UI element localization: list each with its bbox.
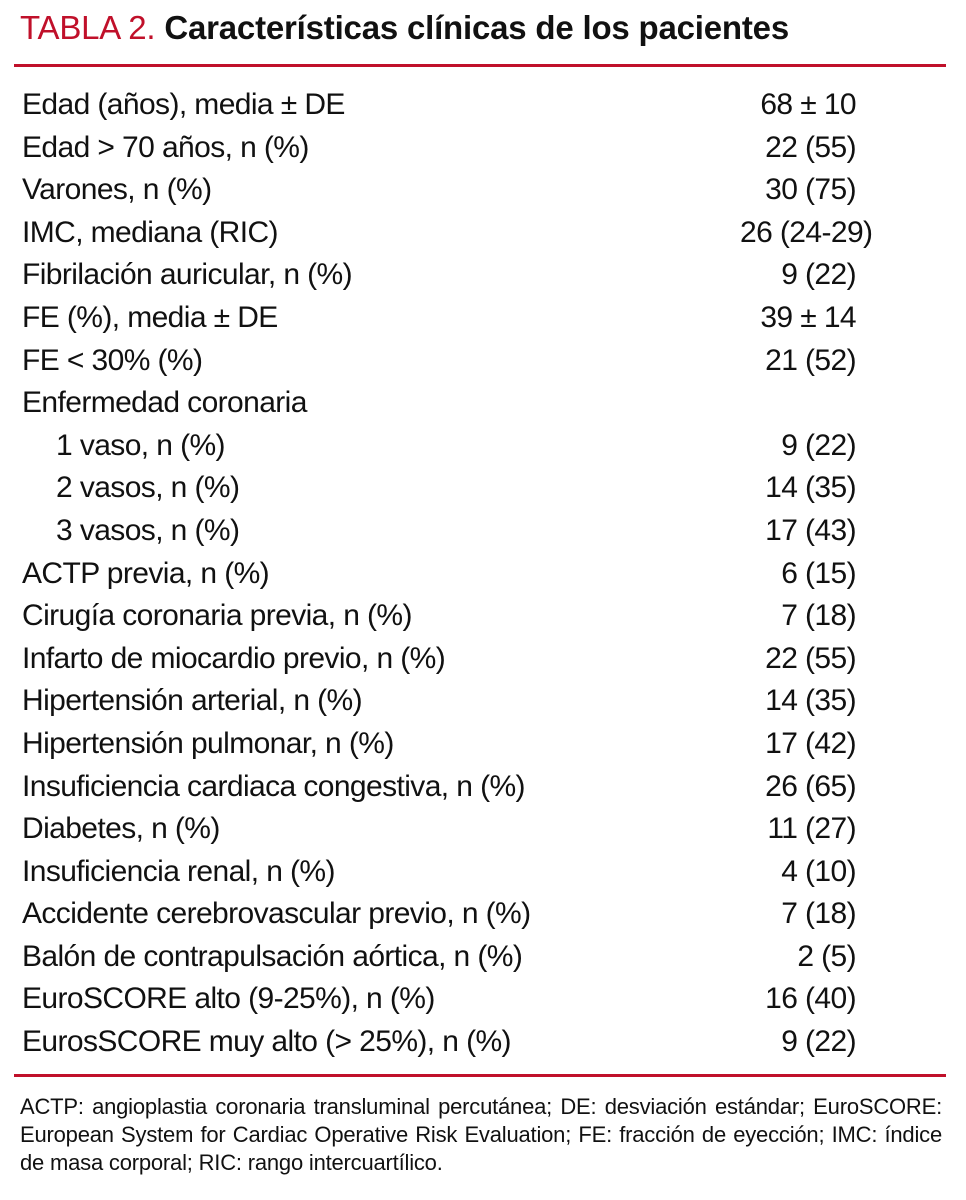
table-caption: Características clínicas de los pacientes [164,9,789,46]
table-row [20,638,946,681]
row-label: FE < 30% (%) [22,343,203,377]
table-row [20,553,946,596]
row-label: Insuficiencia cardiaca congestiva, n (%) [22,769,525,803]
row-value: 9 (22) [781,1025,856,1059]
row-value: 14 (35) [765,471,856,505]
row-label: Hipertensión pulmonar, n (%) [22,726,394,760]
row-value: 17 (42) [765,726,856,760]
row-value: 9 (22) [781,258,856,292]
table-number: TABLA 2. [20,9,156,46]
row-label: Hipertensión arterial, n (%) [22,684,363,718]
row-label: Fibrilación auricular, n (%) [22,258,352,292]
row-value: 7 (18) [781,897,856,931]
row-value: 17 (43) [765,513,856,547]
row-label: Balón de contrapulsación aórtica, n (%) [22,939,523,973]
table-row [20,467,946,510]
table-row [20,297,946,340]
table-row [20,212,946,255]
row-label: Edad > 70 años, n (%) [22,130,309,164]
row-label: Diabetes, n (%) [22,812,220,846]
table-row [20,893,946,936]
row-label: IMC, mediana (RIC) [22,215,278,249]
table-row [20,84,946,127]
row-label: Infarto de miocardio previo, n (%) [22,641,446,675]
row-label: Insuficiencia renal, n (%) [22,854,335,888]
table-row [20,510,946,553]
row-value: 26 (24-29) [740,215,873,249]
table-body [20,84,946,1064]
row-label: EurosSCORE muy alto (> 25%), n (%) [22,1025,511,1059]
row-label: Accidente cerebrovascular previo, n (%) [22,897,531,931]
clinical-characteristics-table [20,6,946,1177]
table-row [20,808,946,851]
bottom-rule [14,1074,946,1077]
row-label: Cirugía coronaria previa, n (%) [22,599,412,633]
row-value: 11 (27) [767,812,856,846]
table-row [20,382,946,425]
row-value: 14 (35) [765,684,856,718]
table-row [20,254,946,297]
table-footnote: ACTP: angioplastia coronaria transluminal percutánea; DE: desviación estándar; EuroSCORE: European System for Cardiac Operative Risk Evaluation; FE: fracción de eyección; IMC: índice de masa corporal; RIC: rango intercuartílico. [20,1093,942,1175]
row-value: 22 (55) [765,130,856,164]
row-label: 1 vaso, n (%) [56,428,225,462]
row-value: 7 (18) [781,599,856,633]
row-value: 16 (40) [765,982,856,1016]
row-value: 22 (55) [765,641,856,675]
row-value: 39 ± 14 [760,300,856,334]
table-row [20,936,946,979]
row-value: 26 (65) [765,769,856,803]
row-label: Edad (años), media ± DE [22,88,345,121]
table-row [20,851,946,894]
table-row [20,723,946,766]
top-rule [14,64,946,67]
table-row [20,978,946,1021]
table-row [20,680,946,723]
row-value: 21 (52) [765,343,856,377]
row-label: 3 vasos, n (%) [56,513,240,547]
table-row [20,127,946,170]
table-row [20,425,946,468]
row-value: 30 (75) [765,173,856,207]
table-row [20,595,946,638]
row-value: 4 (10) [781,854,856,888]
row-label: Enfermedad coronaria [22,386,307,420]
row-value: 6 (15) [781,556,856,590]
table-title [20,6,946,50]
table-row [20,340,946,383]
row-label: FE (%), media ± DE [22,300,278,334]
row-label: 2 vasos, n (%) [56,471,240,505]
row-value: 2 (5) [797,939,856,973]
table-row [20,766,946,809]
table-row [20,1021,946,1064]
row-value: 68 ± 10 [760,88,856,121]
row-value: 9 (22) [781,428,856,462]
table-row [20,169,946,212]
row-label: EuroSCORE alto (9-25%), n (%) [22,982,435,1016]
row-label: Varones, n (%) [22,173,212,207]
row-label: ACTP previa, n (%) [22,556,270,590]
